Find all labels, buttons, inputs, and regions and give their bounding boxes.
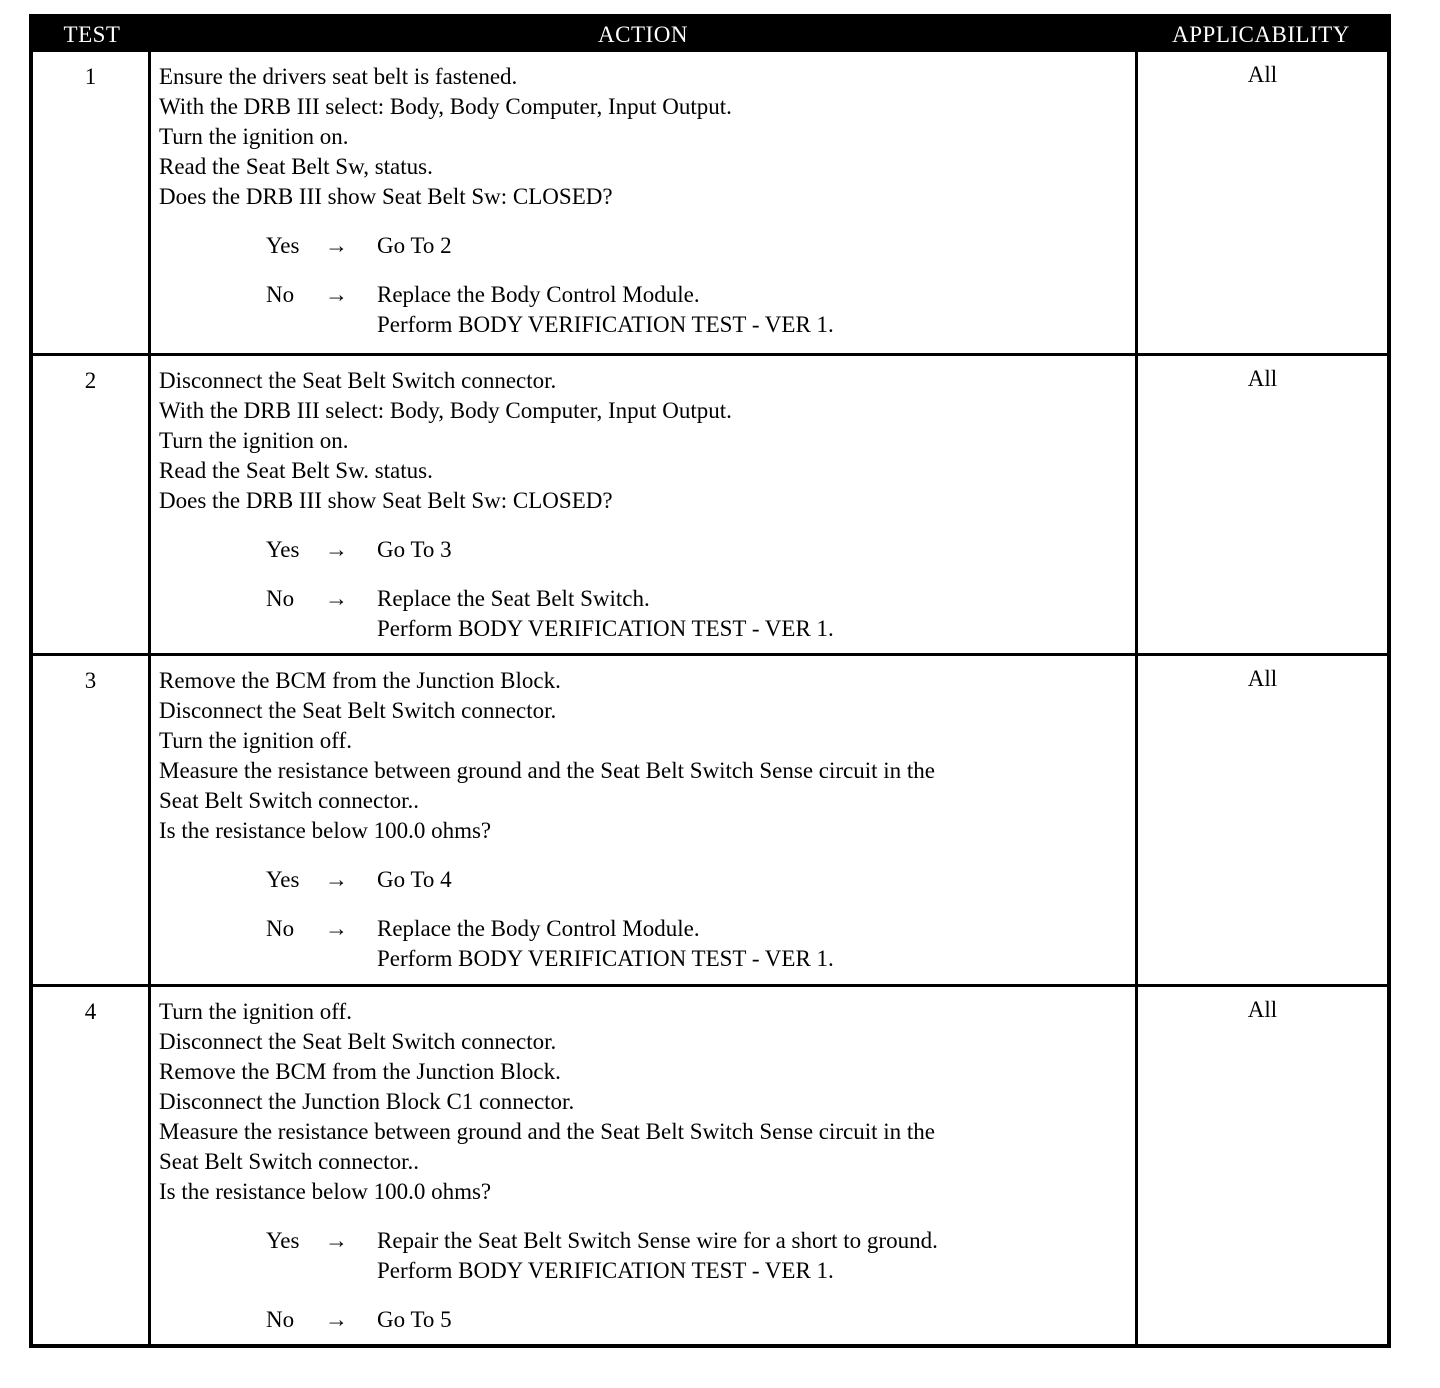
- no-label: No: [266, 282, 295, 307]
- no-label: No: [266, 586, 295, 611]
- no-branch: [159, 914, 1127, 974]
- result-line: Perform BODY VERIFICATION TEST - VER 1.: [377, 312, 834, 337]
- action-cell: [151, 52, 1135, 353]
- result-line: Replace the Seat Belt Switch.: [377, 586, 650, 611]
- test-number: 3: [33, 656, 151, 984]
- yes-result: [377, 535, 452, 565]
- action-step: Turn the ignition on.: [159, 124, 349, 149]
- action-step: Ensure the drivers seat belt is fastened.: [159, 64, 518, 89]
- applicability-cell: All: [1135, 356, 1387, 653]
- action-step: Disconnect the Seat Belt Switch connector.: [159, 1029, 557, 1054]
- result-line: Repair the Seat Belt Switch Sense wire for a short to ground.: [377, 1228, 938, 1253]
- result-line: Perform BODY VERIFICATION TEST - VER 1.: [377, 946, 834, 971]
- applicability-cell: All: [1135, 987, 1387, 1344]
- action-step: Does the DRB III show Seat Belt Sw: CLOSED?: [159, 184, 613, 209]
- yes-result: [377, 1226, 938, 1286]
- arrow-right-icon: →: [325, 233, 348, 258]
- yes-branch: [159, 535, 1127, 565]
- diagnostic-test-table: [29, 14, 1391, 1348]
- action-step: Seat Belt Switch connector..: [159, 1149, 419, 1174]
- test-number: 2: [33, 356, 151, 653]
- result-line: Perform BODY VERIFICATION TEST - VER 1.: [377, 1258, 834, 1283]
- no-label: No: [266, 916, 295, 941]
- table-row: [33, 984, 1387, 1344]
- yes-label: Yes: [266, 233, 300, 258]
- action-cell: [151, 656, 1135, 984]
- result-line: Replace the Body Control Module.: [377, 282, 700, 307]
- action-step: Read the Seat Belt Sw. status.: [159, 458, 433, 483]
- yes-result: [377, 865, 452, 895]
- action-step: Disconnect the Seat Belt Switch connector.: [159, 368, 557, 393]
- action-step: Turn the ignition off.: [159, 728, 352, 753]
- table-body: [33, 52, 1387, 1344]
- table-header: [33, 18, 1387, 52]
- table-row: [33, 353, 1387, 653]
- action-step: Turn the ignition off.: [159, 999, 352, 1024]
- header-action: ACTION: [598, 22, 688, 47]
- action-step: Measure the resistance between ground and the Seat Belt Switch Sense circuit in the: [159, 758, 936, 783]
- arrow-right-icon: →: [325, 1307, 348, 1332]
- action-step: Does the DRB III show Seat Belt Sw: CLOSED?: [159, 488, 613, 513]
- header-test: TEST: [63, 22, 121, 47]
- yes-branch: [159, 231, 1127, 261]
- no-label: No: [266, 1307, 295, 1332]
- action-step: Disconnect the Seat Belt Switch connector.: [159, 698, 557, 723]
- result-line: Go To 5: [377, 1307, 452, 1332]
- no-result: [377, 914, 834, 974]
- test-number: 1: [33, 52, 151, 353]
- arrow-right-icon: →: [325, 282, 348, 307]
- result-line: Go To 2: [377, 233, 452, 258]
- no-branch: [159, 1305, 1127, 1335]
- no-result: [377, 584, 834, 644]
- yes-label: Yes: [266, 1228, 300, 1253]
- no-branch: [159, 584, 1127, 644]
- yes-label: Yes: [266, 867, 300, 892]
- result-line: Replace the Body Control Module.: [377, 916, 700, 941]
- yes-branch: [159, 865, 1127, 895]
- applicability-cell: All: [1135, 52, 1387, 353]
- action-step: Is the resistance below 100.0 ohms?: [159, 1179, 492, 1204]
- no-result: [377, 280, 834, 340]
- arrow-right-icon: →: [325, 537, 348, 562]
- applicability-cell: All: [1135, 656, 1387, 984]
- action-step: Remove the BCM from the Junction Block.: [159, 1059, 561, 1084]
- arrow-right-icon: →: [325, 1228, 348, 1253]
- yes-branch: [159, 1226, 1127, 1286]
- no-result: [377, 1305, 452, 1335]
- action-step: Disconnect the Junction Block C1 connector.: [159, 1089, 575, 1114]
- test-number: 4: [33, 987, 151, 1344]
- yes-label: Yes: [266, 537, 300, 562]
- action-step: Read the Seat Belt Sw, status.: [159, 154, 433, 179]
- result-line: Go To 4: [377, 867, 452, 892]
- arrow-right-icon: →: [325, 867, 348, 892]
- action-step: With the DRB III select: Body, Body Computer, Input Output.: [159, 94, 732, 119]
- arrow-right-icon: →: [325, 586, 348, 611]
- action-step: Turn the ignition on.: [159, 428, 349, 453]
- action-step: Remove the BCM from the Junction Block.: [159, 668, 561, 693]
- action-cell: [151, 987, 1135, 1344]
- header-applicability: APPLICABILITY: [1172, 22, 1350, 47]
- result-line: Go To 3: [377, 537, 452, 562]
- action-step: Is the resistance below 100.0 ohms?: [159, 818, 492, 843]
- arrow-right-icon: →: [325, 916, 348, 941]
- table-row: [33, 52, 1387, 353]
- yes-result: [377, 231, 452, 261]
- action-step: Seat Belt Switch connector..: [159, 788, 419, 813]
- action-step: With the DRB III select: Body, Body Computer, Input Output.: [159, 398, 732, 423]
- action-cell: [151, 356, 1135, 653]
- action-step: Measure the resistance between ground and the Seat Belt Switch Sense circuit in the: [159, 1119, 936, 1144]
- no-branch: [159, 280, 1127, 340]
- result-line: Perform BODY VERIFICATION TEST - VER 1.: [377, 616, 834, 641]
- table-row: [33, 653, 1387, 984]
